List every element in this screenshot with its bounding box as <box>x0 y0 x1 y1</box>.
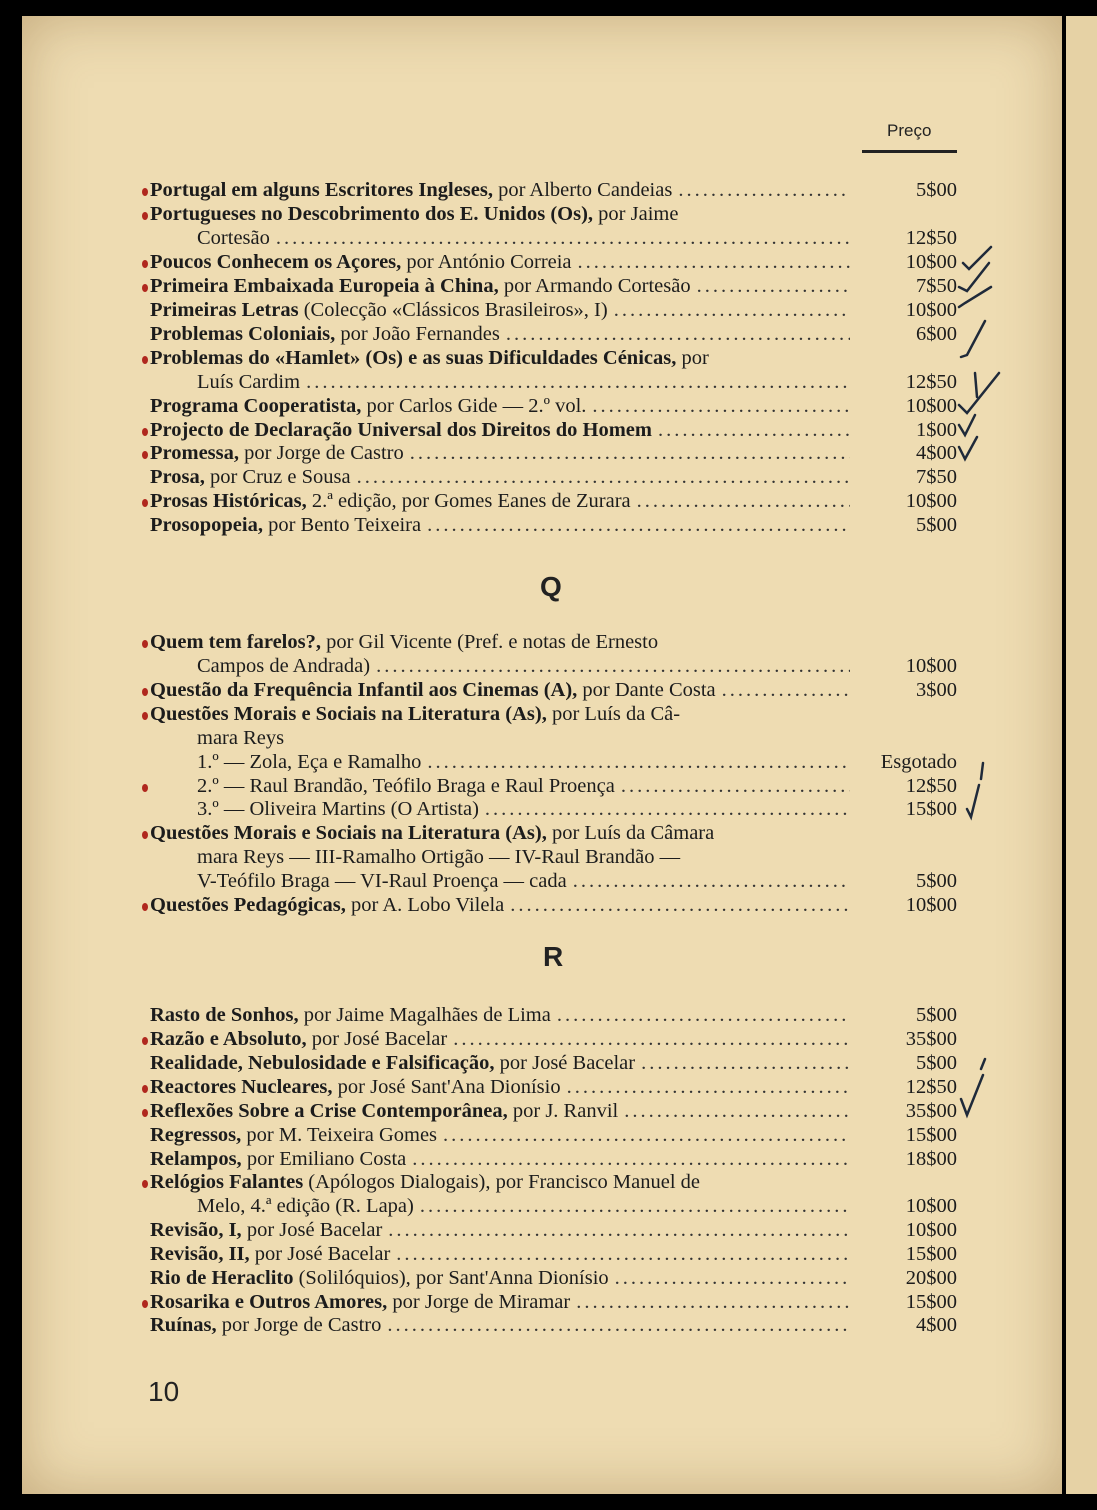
entry-detail: por José Bacelar <box>249 1243 391 1265</box>
entry-title: Revisão, II, <box>150 1243 250 1265</box>
leader-dots <box>276 226 850 250</box>
entry-title: Regressos, <box>150 1124 242 1146</box>
entry-detail: 1.º — Zola, Eça e Ramalho <box>197 751 422 773</box>
red-pencil-mark <box>142 784 148 792</box>
entry-title: Promessa, <box>150 442 240 464</box>
entry-price: 15$00 <box>905 798 957 820</box>
entry-detail: por Cruz e Sousa <box>204 466 351 488</box>
entry-title: Razão e Absoluto, <box>150 1028 307 1050</box>
entry-line <box>150 1266 850 1290</box>
entry-price: 5$00 <box>916 514 957 536</box>
entry-text <box>150 1051 635 1075</box>
leader-dots <box>427 750 850 774</box>
red-pencil-mark <box>142 640 148 648</box>
red-pencil-mark <box>142 831 148 839</box>
red-pencil-mark <box>142 284 148 292</box>
entry-title: Problemas Coloniais, <box>150 323 336 345</box>
entry-text <box>150 1147 406 1171</box>
entry-line <box>150 178 850 202</box>
entry-price: 10$00 <box>905 655 957 677</box>
entry-detail: mara Reys <box>197 727 285 749</box>
entry-title: Prosopopeia, <box>150 514 263 536</box>
leader-dots <box>641 1051 850 1075</box>
entry-price: 4$00 <box>916 442 957 464</box>
leader-dots <box>578 250 850 274</box>
red-pencil-mark <box>142 1300 148 1308</box>
entry-line <box>150 1075 850 1099</box>
leader-dots <box>506 322 850 346</box>
entry-title: Primeiras Letras <box>150 299 299 321</box>
check-icon <box>959 263 989 291</box>
red-pencil-mark <box>142 356 148 364</box>
entry-line <box>150 322 850 346</box>
leader-dots <box>420 1194 850 1218</box>
entry-price: 7$50 <box>916 275 957 297</box>
entry-price: 12$50 <box>905 1076 957 1098</box>
entry-text <box>150 274 691 298</box>
check-icon <box>959 437 977 459</box>
entry-title: Reactores Nucleares, <box>150 1076 333 1098</box>
entry-detail: por José Sant'Ana Dionísio <box>332 1076 561 1098</box>
entry-price: 1$00 <box>916 419 957 441</box>
price-column-header: Preço <box>887 121 932 140</box>
entry-title: Rasto de Sonhos, <box>150 1004 299 1026</box>
entry-text <box>150 1003 551 1027</box>
entry-text <box>150 465 351 489</box>
entry-detail: Cortesão <box>197 227 270 249</box>
red-pencil-mark <box>142 1109 148 1117</box>
entry-title: Relampos, <box>150 1148 242 1170</box>
entry-line <box>197 226 850 250</box>
leader-dots <box>567 1075 850 1099</box>
check-icon <box>975 373 977 397</box>
entry-price: 5$00 <box>916 179 957 201</box>
entry-title: Quem tem farelos?, <box>150 631 321 653</box>
entry-price: 10$00 <box>905 490 957 512</box>
red-pencil-mark <box>142 212 148 220</box>
entry-detail: por António Correia <box>401 251 572 273</box>
entry-detail: por José Bacelar <box>241 1219 383 1241</box>
entry-detail: 2.º — Raul Brandão, Teófilo Braga e Raul Proença <box>197 775 615 797</box>
entry-line <box>150 489 850 513</box>
entry-price: 12$50 <box>905 371 957 393</box>
entry-price: 10$00 <box>905 251 957 273</box>
check-icon <box>959 415 975 435</box>
entry-text <box>150 1290 570 1314</box>
entry-title: Programa Cooperatista, <box>150 395 362 417</box>
entry-text <box>150 893 504 917</box>
entry-line <box>197 774 850 798</box>
check-icon <box>959 373 999 413</box>
entry-text <box>150 298 608 322</box>
red-pencil-mark <box>142 188 148 196</box>
header-rule <box>862 150 957 153</box>
entry-title: Prosas Históricas, <box>150 490 307 512</box>
entry-text <box>150 441 404 465</box>
entry-line <box>197 370 850 394</box>
leader-dots <box>443 1123 850 1147</box>
leader-dots <box>412 1147 850 1171</box>
leader-dots <box>376 654 850 678</box>
entry-price: Esgotado <box>880 751 957 773</box>
entry-title: Prosa, <box>150 466 205 488</box>
entry-price: 10$00 <box>905 894 957 916</box>
pencil-check-mark-r <box>955 1055 995 1125</box>
red-pencil-mark <box>142 1037 148 1045</box>
entry-price: 10$00 <box>905 395 957 417</box>
entry-text <box>150 394 586 418</box>
leader-dots <box>637 489 850 513</box>
leader-dots <box>387 1313 850 1337</box>
entry-detail: por Jaime Magalhães de Lima <box>298 1004 551 1026</box>
entry-line <box>150 418 850 442</box>
entry-text <box>197 1194 414 1218</box>
leader-dots <box>410 441 850 465</box>
entry-title: Portugueses no Descobrimento dos E. Unidos (Os), <box>150 203 594 225</box>
entry-price: 5$00 <box>916 870 957 892</box>
entry-line <box>150 394 850 418</box>
entry-line <box>150 1218 850 1242</box>
entry-text <box>150 1123 437 1147</box>
entry-detail: por Bento Teixeira <box>262 514 422 536</box>
entry-line <box>150 893 850 917</box>
check-icon <box>961 321 985 357</box>
check-icon <box>981 763 983 779</box>
entry-detail: por Armando Cortesão <box>498 275 691 297</box>
entry-line <box>197 654 850 678</box>
leader-dots <box>678 178 850 202</box>
entry-text <box>150 489 631 513</box>
leader-dots <box>614 298 850 322</box>
entry-line <box>150 441 850 465</box>
leader-dots <box>658 418 850 442</box>
entry-line <box>150 202 850 226</box>
entry-line <box>150 1051 850 1075</box>
entry-title: Questões Pedagógicas, <box>150 894 346 916</box>
entry-price: 10$00 <box>905 299 957 321</box>
entry-line <box>150 274 850 298</box>
entry-line <box>150 513 850 537</box>
entry-detail: por Carlos Gide — 2.º vol. <box>361 395 587 417</box>
page-number: 10 <box>148 1376 180 1407</box>
entry-text <box>150 322 500 346</box>
entry-price: 10$00 <box>905 1219 957 1241</box>
entry-detail: por Jorge de Castro <box>216 1314 382 1336</box>
entry-price: 35$00 <box>905 1028 957 1050</box>
entry-detail: por Dante Costa <box>577 679 716 701</box>
entry-line <box>150 1027 850 1051</box>
entry-price: 10$00 <box>905 1195 957 1217</box>
entry-price: 3$00 <box>916 679 957 701</box>
entry-detail: por M. Teixeira Gomes <box>241 1124 438 1146</box>
entry-detail: por Jorge de Castro <box>239 442 404 464</box>
entry-line <box>150 630 850 654</box>
entry-price: 7$50 <box>916 466 957 488</box>
entry-line <box>197 797 850 821</box>
red-pencil-mark <box>142 428 148 436</box>
leader-dots <box>573 869 850 893</box>
entry-line <box>150 678 850 702</box>
entry-text <box>197 774 615 798</box>
entry-detail: por Alberto Candeias <box>492 179 673 201</box>
entry-detail: Luís Cardim <box>197 371 301 393</box>
red-pencil-mark <box>142 499 148 507</box>
entry-price: 15$00 <box>905 1124 957 1146</box>
entry-price: 5$00 <box>916 1052 957 1074</box>
leader-dots <box>427 513 850 537</box>
entry-price: 15$00 <box>905 1243 957 1265</box>
entry-detail: por Jaime <box>593 203 679 225</box>
leader-dots <box>388 1218 850 1242</box>
entry-line <box>197 1194 850 1218</box>
entry-title: Problemas do «Hamlet» (Os) e as suas Dificuldades Cénicas, <box>150 347 677 369</box>
leader-dots <box>615 1266 850 1290</box>
entry-text <box>150 250 572 274</box>
entry-title: Primeira Embaixada Europeia à China, <box>150 275 499 297</box>
entry-title: Reflexões Sobre a Crise Contemporânea, <box>150 1100 508 1122</box>
entry-detail: 3.º — Oliveira Martins (O Artista) <box>197 798 479 820</box>
leader-dots <box>357 465 850 489</box>
entry-title: Rio de Heraclito <box>150 1267 294 1289</box>
entry-price: 12$50 <box>905 775 957 797</box>
pencil-check-marks <box>955 225 1015 645</box>
leader-dots <box>621 774 850 798</box>
entry-detail: por <box>676 347 709 369</box>
entry-detail: (Solilóquios), por Sant'Anna Dionísio <box>293 1267 609 1289</box>
entry-text <box>150 1075 561 1099</box>
entry-text <box>197 226 270 250</box>
entry-line <box>150 1123 850 1147</box>
red-pencil-mark <box>142 903 148 911</box>
entry-line <box>197 845 897 869</box>
leader-dots <box>306 370 850 394</box>
entry-detail: por José Bacelar <box>306 1028 448 1050</box>
entry-line <box>150 1313 850 1337</box>
entry-detail: por José Bacelar <box>494 1052 636 1074</box>
entry-detail: V-Teófilo Braga — VI-Raul Proença — cada <box>197 870 567 892</box>
entry-title: Questão da Frequência Infantil aos Cinemas (A), <box>150 679 578 701</box>
entry-line <box>150 1099 850 1123</box>
entry-detail: por Luís da Câ- <box>546 703 681 725</box>
leader-dots <box>592 394 850 418</box>
entry-line <box>150 702 850 726</box>
entry-title: Questões Morais e Sociais na Literatura (As), <box>150 703 547 725</box>
red-pencil-mark <box>142 451 148 459</box>
entry-text <box>150 1099 618 1123</box>
leader-dots <box>396 1242 850 1266</box>
entry-title: Relógios Falantes <box>150 1171 304 1193</box>
entry-title: Ruínas, <box>150 1314 217 1336</box>
entry-line <box>150 1003 850 1027</box>
entry-price: 4$00 <box>916 1314 957 1336</box>
entry-text <box>150 1242 390 1266</box>
entry-text <box>197 370 300 394</box>
entry-text <box>150 1313 381 1337</box>
entry-detail: Campos de Andrada) <box>197 655 371 677</box>
leader-dots <box>485 797 850 821</box>
red-pencil-mark <box>142 260 148 268</box>
entry-title: Revisão, I, <box>150 1219 242 1241</box>
leader-dots <box>576 1290 850 1314</box>
entry-text <box>150 178 672 202</box>
entry-detail: por Emiliano Costa <box>241 1148 407 1170</box>
entry-detail: Melo, 4.ª edição (R. Lapa) <box>197 1195 414 1217</box>
entry-detail: por J. Ranvil <box>507 1100 619 1122</box>
entry-price: 12$50 <box>905 227 957 249</box>
section-letter-q: Q <box>540 571 562 602</box>
check-icon <box>967 785 979 817</box>
entry-line <box>197 726 897 750</box>
entry-line <box>150 1242 850 1266</box>
entry-price: 20$00 <box>905 1267 957 1289</box>
red-pencil-mark <box>142 688 148 696</box>
leader-dots <box>722 678 850 702</box>
entry-detail: por João Fernandes <box>335 323 500 345</box>
check-icon <box>981 1059 985 1069</box>
entry-detail: mara Reys — III-Ramalho Ortigão — IV-Raul Brandão — <box>197 846 681 868</box>
entry-detail: (Apólogos Dialogais), por Francisco Manuel de <box>303 1171 700 1193</box>
entry-line <box>197 869 850 893</box>
entry-price: 18$00 <box>905 1148 957 1170</box>
entry-detail: (Colecção «Clássicos Brasileiros», I) <box>298 299 608 321</box>
entry-line <box>150 1147 850 1171</box>
entry-text <box>197 797 479 821</box>
entry-detail: por Jorge de Miramar <box>387 1291 571 1313</box>
entry-price: 35$00 <box>905 1100 957 1122</box>
entry-detail: por A. Lobo Vilela <box>345 894 505 916</box>
entry-title: Poucos Conhecem os Açores, <box>150 251 402 273</box>
leader-dots <box>557 1003 850 1027</box>
leader-dots <box>453 1027 850 1051</box>
entry-detail: por Gil Vicente (Pref. e notas de Ernesto <box>320 631 659 653</box>
entry-title: Realidade, Nebulosidade e Falsificação, <box>150 1052 495 1074</box>
entry-title: Questões Morais e Sociais na Literatura (As), <box>150 822 547 844</box>
entry-line <box>150 346 850 370</box>
entry-line <box>150 298 850 322</box>
entry-text <box>150 1027 447 1051</box>
entry-title: Projecto de Declaração Universal dos Direitos do Homem <box>150 419 652 441</box>
entry-line <box>150 1290 850 1314</box>
leader-dots <box>624 1099 850 1123</box>
leader-dots <box>510 893 850 917</box>
section-letter-r: R <box>543 941 564 972</box>
entry-text <box>197 654 370 678</box>
entry-line <box>150 465 850 489</box>
entry-line <box>150 821 850 845</box>
entry-detail: 2.ª edição, por Gomes Eanes de Zurara <box>306 490 631 512</box>
entry-text <box>150 1266 609 1290</box>
entry-text <box>150 1218 382 1242</box>
entry-title: Rosarika e Outros Amores, <box>150 1291 388 1313</box>
entry-text <box>197 869 567 893</box>
red-pencil-mark <box>142 1180 148 1188</box>
adjacent-page-edge <box>1066 16 1097 1494</box>
entry-price: 15$00 <box>905 1291 957 1313</box>
entry-line <box>197 750 850 774</box>
entry-text <box>150 418 652 442</box>
red-pencil-mark <box>142 1085 148 1093</box>
check-icon <box>961 1075 983 1115</box>
red-pencil-mark <box>142 712 148 720</box>
entry-text <box>197 750 421 774</box>
entry-title: Portugal em alguns Escritores Ingleses, <box>150 179 493 201</box>
entry-text <box>150 513 421 537</box>
leader-dots <box>697 274 850 298</box>
pencil-check-mark-q <box>955 755 995 825</box>
entry-price: 6$00 <box>916 323 957 345</box>
entry-line <box>150 1170 850 1194</box>
entry-detail: por Luís da Câmara <box>546 822 715 844</box>
entry-text <box>150 678 716 702</box>
entry-price: 5$00 <box>916 1004 957 1026</box>
entry-line <box>150 250 850 274</box>
